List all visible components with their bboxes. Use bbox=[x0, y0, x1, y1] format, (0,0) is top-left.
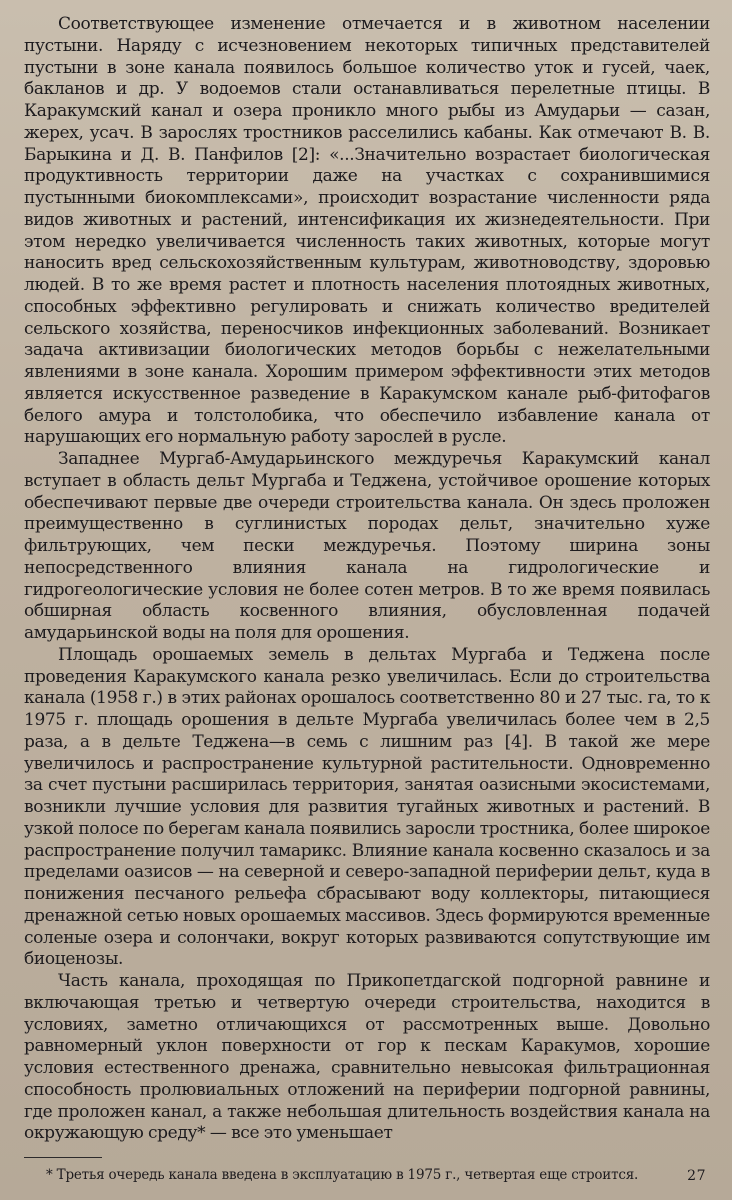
paragraph-2: Западнее Мургаб-Амударьинского междуречья Каракумский канал вступает в область дельт Мургаба и Теджена, устойчивое орошение которых обеспечивают первые две очереди строительства канала. Он здесь проложен преимущественно в суглинистых породах дельт, значительно хуже фильтрующих, чем пески междуречья. Поэтому ширина зоны непосредственного влияния канала на гидрологические и гидрогеологические условия не более сотен метров. В то же время появилась обширная область косвенного влияния, обусловленная подачей амударьинской воды на поля для орошения. bbox=[24, 449, 710, 643]
footnote: * Третья очередь канала введена в эксплуатацию в 1975 г., четвертая еще строится. bbox=[46, 1167, 639, 1183]
main-text bbox=[24, 14, 710, 1145]
paragraph-3: Площадь орошаемых земель в дельтах Мургаба и Теджена после проведения Каракумского канала резко увеличилась. Если до строительства канала (1958 г.) в этих районах орошалось соответственно 80 и 27 тыс. га, то к 1975 г. площадь орошения в дельте Мургаба увеличилась более чем в 2,5 раза, а в дельте Теджена—в семь с лишним раз [4]. В такой же мере увеличилось и распространение культурной растительности. Одновременно за счет пустыни расширилась территория, занятая оазисными экосистемами, возникли лучшие условия для развития тугайных животных и растений. В узкой полосе по берегам канала появились заросли тростника, более широкое распространение получил тамарикс. Влияние канала косвенно сказалось и за пределами оазисов — на северной и северо-западной периферии дельт, куда в понижения песчаного рельефа сбрасывают воду коллекторы, питающиеся дренажной сетью новых орошаемых массивов. Здесь формируются временные соленые озера и солончаки, вокруг которых развиваются сопутствующие им биоценозы. bbox=[24, 644, 710, 970]
footnote-divider bbox=[24, 1157, 102, 1158]
paragraph-4: Часть канала, проходящая по Прикопетдагской подгорной равнине и включающая третью и четвертую очереди строительства, находится в условиях, заметно отличающихся от рассмотренных выше. Довольно равномерный уклон поверхности от гор к пескам Каракумов, хорошие условия естественного дренажа, сравнительно невысокая фильтрационная способность пролювиальных отложений на периферии подгорной равнины, где проложен канал, а также небольшая длительность воздействия канала на окружающую среду* — все это уменьшает bbox=[24, 971, 710, 1144]
page-number: 27 bbox=[687, 1168, 706, 1184]
paragraph-1: Соответствующее изменение отмечается и в животном населении пустыни. Наряду с исчезновением некоторых типичных представителей пустыни в зоне канала появилось большое количество уток и гусей, чаек, бакланов и др. У водоемов стали останавливаться перелетные птицы. В Каракумский канал и озера проникло много рыбы из Амударьи — сазан, жерех, усач. В зарослях тростников расселились кабаны. Как отмечают В. В. Барыкина и Д. В. Панфилов [2]: «...Значительно возрастает биологическая продуктивность территории даже на участках с сохранившимися пустынными биокомплексами», происходит возрастание численности ряда видов животных и растений, интенсификация их жизнедеятельности. При этом нередко увеличивается численность таких животных, которые могут наносить вред сельскохозяйственным культурам, животноводству, здоровью людей. В то же время растет и плотность населения плотоядных животных, способных эффективно регулировать и снижать количество вредителей сельского хозяйства, переносчиков инфекционных заболеваний. Возникает задача активизации биологических методов борьбы с нежелательными явлениями в зоне канала. Хорошим примером эффективности этих методов является искусственное разведение в Каракумском канале рыб-фитофагов белого амура и толстолобика, что обеспечило избавление канала от нарушающих его нормальную работу зарослей в русле. bbox=[24, 14, 710, 448]
